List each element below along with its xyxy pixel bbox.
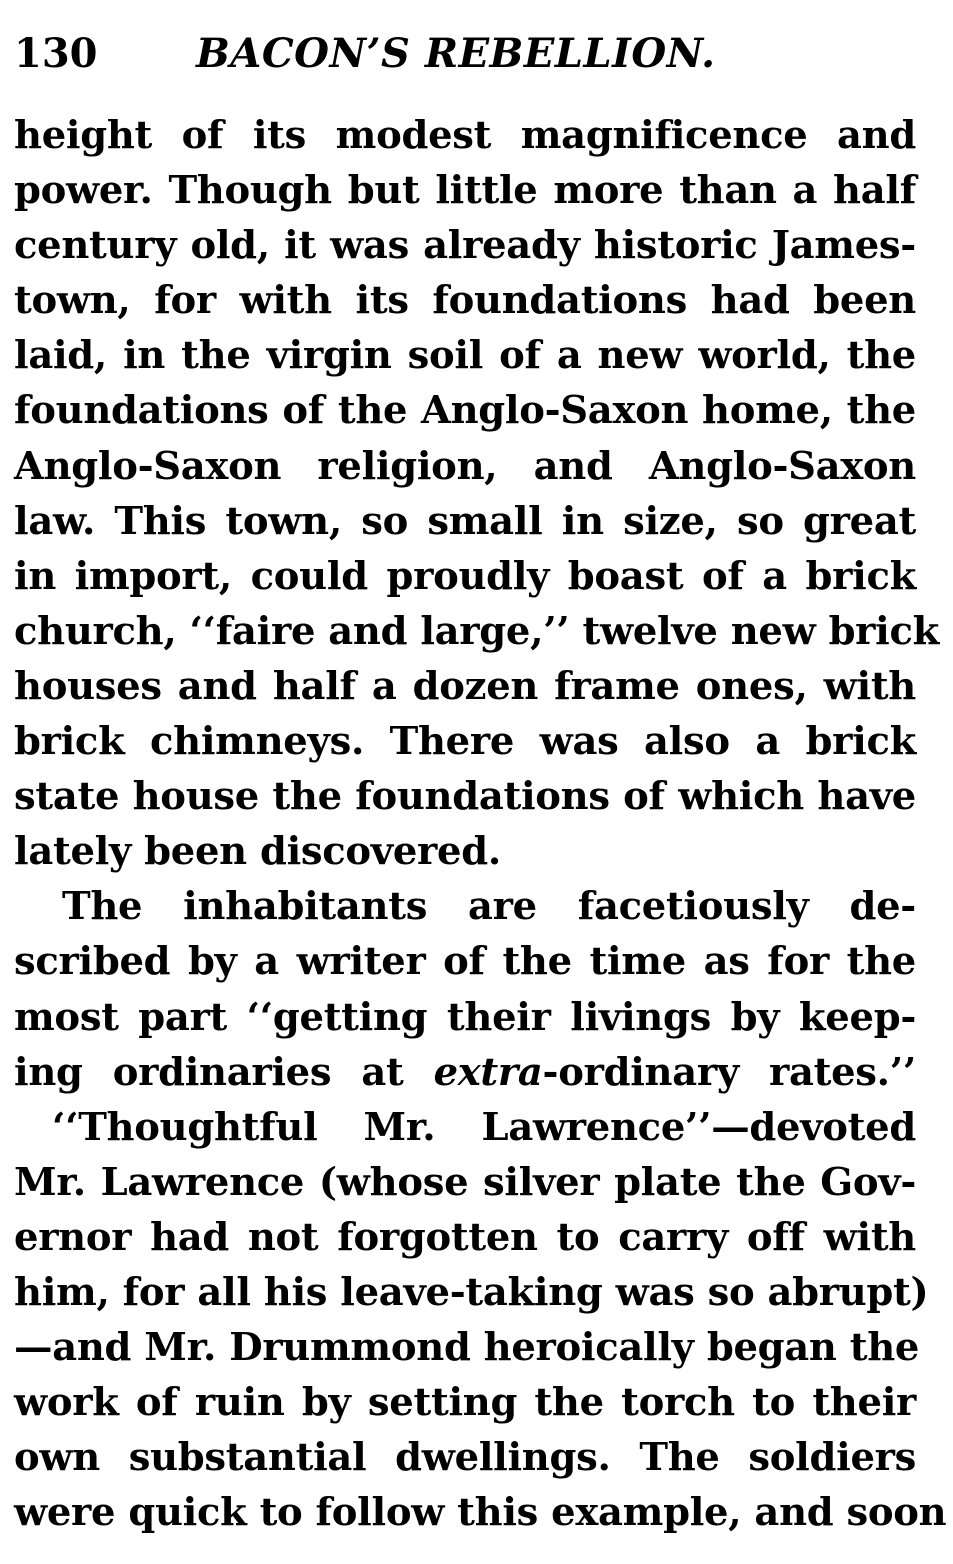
text-line: law. This town, so small in size, so great <box>14 498 916 544</box>
text-line: most part ‘‘getting their livings by keep- <box>14 994 916 1040</box>
paragraph-start-line: The inhabitants are facetiously de- <box>62 884 916 930</box>
text-line: brick chimneys. There was also a brick <box>14 719 916 765</box>
text-line: power. Though but little more than a half <box>14 168 916 214</box>
text-line: century old, it was already historic James- <box>14 223 916 269</box>
text-line-with-italic <box>14 1045 916 1100</box>
text-line: laid, in the virgin soil of a new world, the <box>14 333 916 379</box>
text-line: Mr. Lawrence (whose silver plate the Gov- <box>14 1159 916 1205</box>
paragraph-end-line: lately been discovered. <box>14 829 501 875</box>
text-line: scribed by a writer of the time as for the <box>14 939 916 985</box>
page-number: 130 <box>14 30 98 77</box>
text-line: —and Mr. Drummond heroically began the <box>14 1325 920 1371</box>
italic-word: extra <box>433 1049 543 1095</box>
running-head <box>14 22 916 86</box>
text-line: state house the foundations of which have <box>14 774 916 820</box>
running-title: BACON’S REBELLION. <box>196 30 716 77</box>
book-page <box>14 22 947 1540</box>
text-line: in import, could proudly boast of a brick <box>14 553 916 599</box>
text-line: houses and half a dozen frame ones, with <box>14 663 916 709</box>
paragraph-start-line: ‘‘Thoughtful Mr. Lawrence’’—devoted <box>52 1104 916 1150</box>
text-line: Anglo-Saxon religion, and Anglo-Saxon <box>14 443 916 489</box>
line-segment: -ordinary rates.’’ <box>542 1049 916 1095</box>
text-line: town, for with its foundations had been <box>14 278 916 324</box>
text-line: height of its modest magnificence and <box>14 113 916 158</box>
text-line: ernor had not forgotten to carry off with <box>14 1214 916 1260</box>
text-line: church, ‘‘faire and large,’’ twelve new brick <box>14 608 940 654</box>
text-line: own substantial dwellings. The soldiers <box>14 1435 916 1481</box>
text-line: work of ruin by setting the torch to their <box>14 1380 916 1426</box>
text-line: foundations of the Anglo-Saxon home, the <box>14 388 916 434</box>
text-line: were quick to follow this example, and soon <box>14 1490 947 1536</box>
body-text <box>14 108 947 1540</box>
text-line: him, for all his leave-taking was so abrupt) <box>14 1269 929 1315</box>
line-segment: ing ordinaries at <box>14 1049 434 1095</box>
